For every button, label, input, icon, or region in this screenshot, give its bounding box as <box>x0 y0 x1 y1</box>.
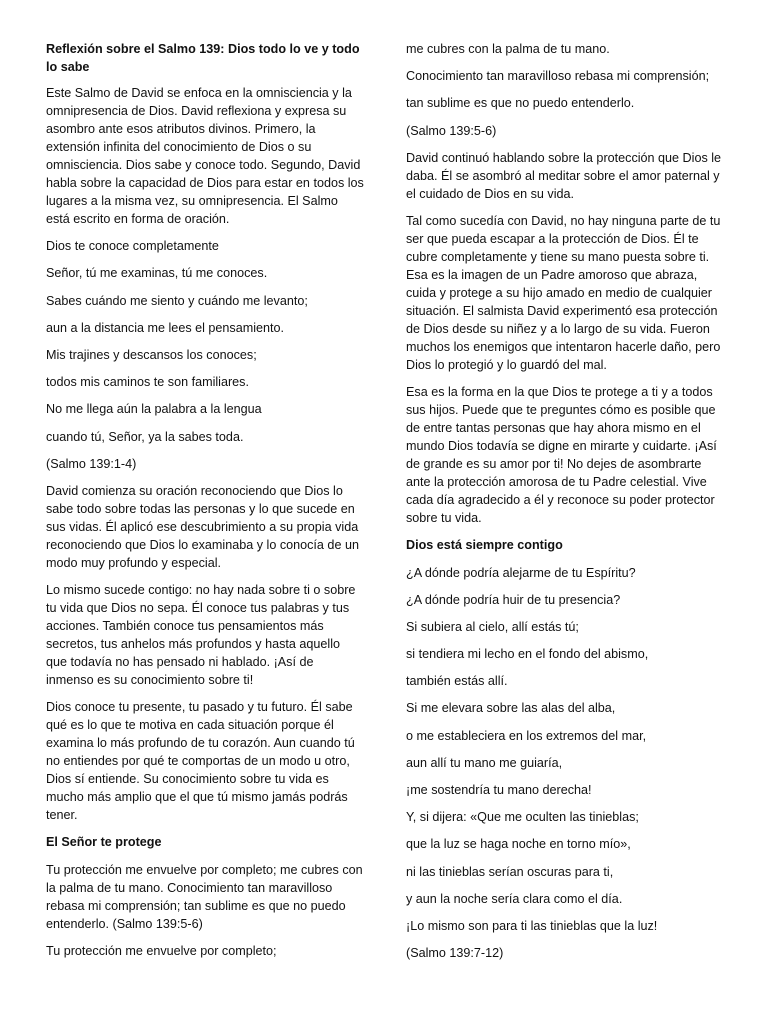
verse-line: Si me elevara sobre las alas del alba, <box>406 701 616 716</box>
verse-line: Si subiera al cielo, allí estás tú; <box>406 619 579 634</box>
verse-line: ¡Lo mismo son para ti las tinieblas que la luz! <box>406 918 658 933</box>
verse-line: ¡me sostendría tu mano derecha! <box>406 783 592 797</box>
verse-line: tan sublime es que no puedo entenderlo. <box>406 96 635 111</box>
verse-line: ¿A dónde podría huir de tu presencia? <box>406 592 621 607</box>
verse-line: y aun la noche sería clara como el día. <box>406 891 623 906</box>
verse-line: Sabes cuándo me siento y cuándo me levanto; <box>46 293 308 308</box>
left-column <box>46 40 364 969</box>
verse-line: o me estableciera en los extremos del mar, <box>406 728 647 743</box>
body-paragraph: Lo mismo sucede contigo: no hay nada sobre ti o sobre tu vida que Dios no sepa. Él conoce tus palabras y tus acciones. También conoce tus pensamientos más secretos, tus anhelos más profundos y hasta aquello que todavía no has pensado ni hablado. ¡Así de inmenso es su conocimiento sobre ti! <box>46 583 356 688</box>
body-paragraph: Tal como sucedía con David, no hay ninguna parte de tu ser que pueda escapar a la protección de Dios. Él te cubre completamente y tiene su mano puesta sobre ti. Esa es la imagen de un Padre amoroso que abraza, cuida y protege a su hijo amado en medio de cualquier situación. El salmista David experimentó esa protección de Dios desde su niñez y a lo largo de su vida. Fueron muchos los enemigos que intentaron hacerle daño, pero Dios lo protegió y lo guardó del mal. <box>406 213 721 372</box>
verse-line: si tendiera mi lecho en el fondo del abismo, <box>406 647 649 662</box>
verse-reference: (Salmo 139:5-6) <box>406 123 497 138</box>
verse-line: ni las tinieblas serían oscuras para ti, <box>406 864 614 879</box>
body-paragraph: Tu protección me envuelve por completo; <box>46 943 277 958</box>
verse-line: Conocimiento tan maravilloso rebasa mi comprensión; <box>406 69 710 84</box>
body-paragraph: Esa es la forma en la que Dios te protege a ti y a todos sus hijos. Puede que te preguntes cómo es posible que de entre tantas personas que hay ahora mismo en el mundo Dios todavía se digne en mirarte y cuidarte. ¡Así de grande es su amor por ti! No dejes de asombrarte ante la protección amorosa de tu Padre celestial. Vive cada día agradecido a él y reconoce su poder protector sobre tu vida. <box>406 385 717 526</box>
section-heading: Dios está siempre contigo <box>406 538 563 553</box>
verse-line: Mis trajines y descansos los conoces; <box>46 347 257 362</box>
section-heading: El Señor te protege <box>46 835 162 850</box>
verse-line: No me llega aún la palabra a la lengua <box>46 402 262 417</box>
verse-line: me cubres con la palma de tu mano. <box>406 42 610 56</box>
intro-paragraph: Este Salmo de David se enfoca en la omnisciencia y la omnipresencia de Dios. David reflexiona y expresa su asombro ante esos atributos divinos. Primero, la extensión infinita del conocimiento de Dios o su omnisciencia. Dios sabe y conoce todo. Segundo, David habla sobre la capacidad de Dios para estar en todos los lugares a la misma vez, su omnipresencia. El Salmo está escrito en forma de oración. <box>46 86 364 226</box>
body-paragraph: David comienza su oración reconociendo que Dios lo sabe todo sobre todas las personas y lo que sucede en sus vidas. Él aplicó ese descubrimiento a su propia vida reconociendo que Dios lo examinaba y lo conocía de un modo muy profundo y especial. <box>46 483 359 570</box>
verse-line: todos mis caminos te son familiares. <box>46 375 249 390</box>
body-paragraph: Dios conoce tu presente, tu pasado y tu futuro. Él sabe qué es lo que te motiva en cada situación porque él examina lo más profundo de tu corazón. Aun cuando tú no entiendes por qué te comportas de un modo u otro, Dios sí entiende. Su conocimiento sobre tu vida es mucho más amplio que el que tú mismo jamás podrás tener. <box>46 700 355 823</box>
verse-reference: (Salmo 139:7-12) <box>406 946 504 961</box>
body-paragraph: David continuó hablando sobre la protección que Dios le daba. Él se asombró al meditar sobre el amor paternal y el cuidado de Dios en su vida. <box>406 150 722 201</box>
verse-line: Señor, tú me examinas, tú me conoces. <box>46 266 268 281</box>
verse-line: cuando tú, Señor, ya la sabes toda. <box>46 429 244 444</box>
verse-reference: (Salmo 139:1-4) <box>46 456 137 471</box>
right-column <box>406 40 724 971</box>
body-paragraph: Tu protección me envuelve por completo; me cubres con la palma de tu mano. Conocimiento tan maravilloso rebasa mi comprensión; tan sublime es que no puedo entenderlo. (Salmo 139:5-6) <box>46 862 363 931</box>
verse-line: que la luz se haga noche en torno mío», <box>406 837 631 852</box>
verse-line: aun allí tu mano me guiaría, <box>406 755 563 770</box>
verse-line: también estás allí. <box>406 674 508 689</box>
verse-heading: Dios te conoce completamente <box>46 239 219 254</box>
verse-line: ¿A dónde podría alejarme de tu Espíritu? <box>406 565 636 580</box>
verse-line: Y, si dijera: «Que me oculten las tinieblas; <box>406 810 639 825</box>
verse-line: aun a la distancia me lees el pensamiento. <box>46 320 285 335</box>
article-title: Reflexión sobre el Salmo 139: Dios todo lo ve y todo lo sabe <box>46 42 360 74</box>
